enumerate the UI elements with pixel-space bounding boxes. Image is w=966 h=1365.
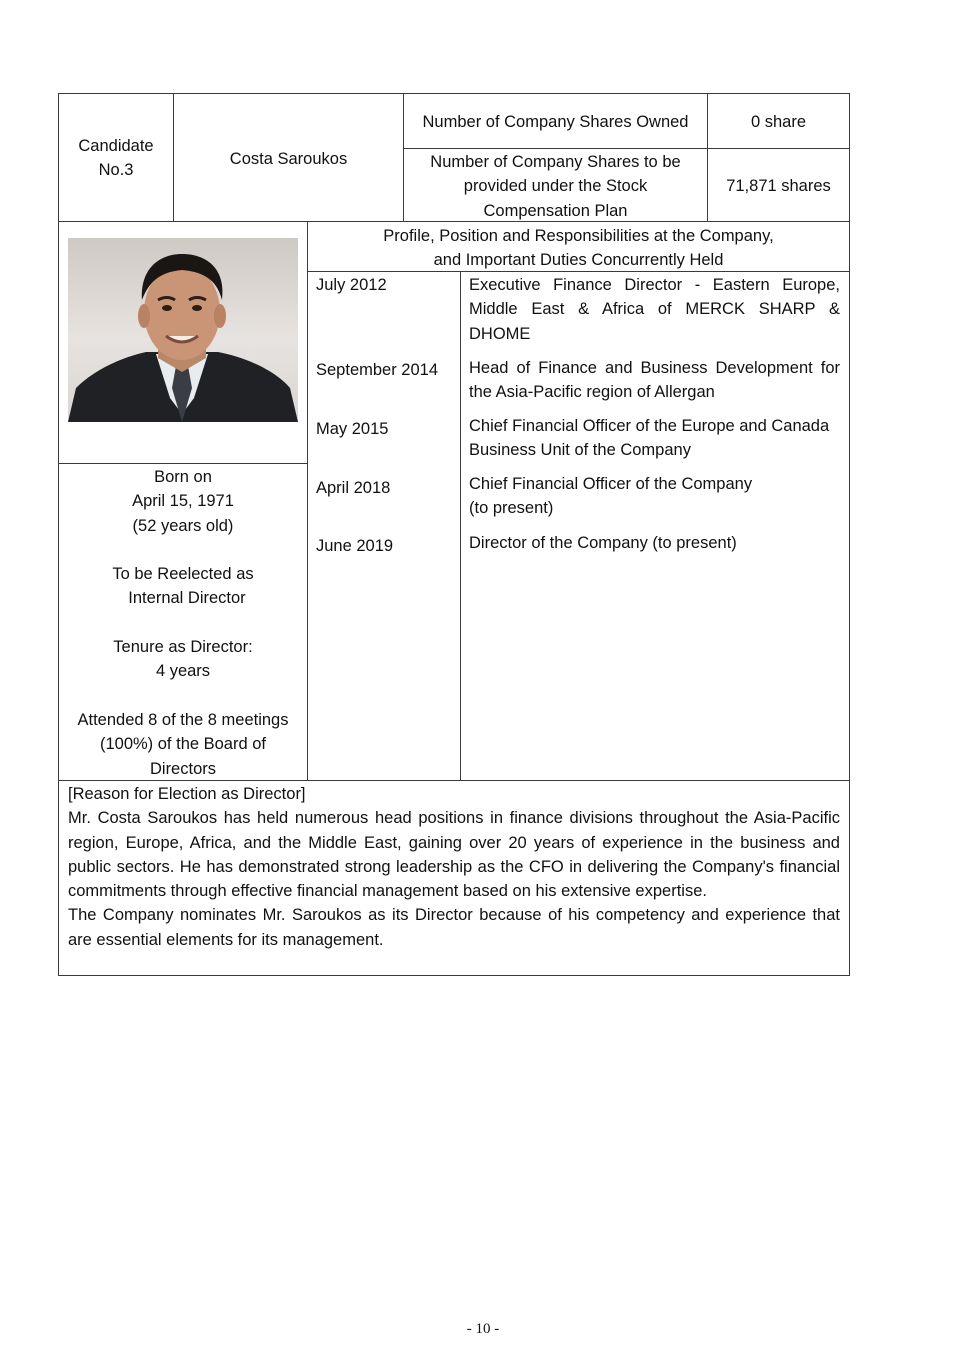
attended-line-3: Directors <box>149 759 216 778</box>
career-description-line: Business Unit of the Company <box>469 441 691 460</box>
bio-cell <box>59 465 307 781</box>
career-description-line: the Asia-Pacific region of Allergan <box>469 383 715 402</box>
candidate-number-cell <box>59 134 173 183</box>
reason-line: public sectors. He has demonstrated strong leadership as the CFO in delivering the Company's financial <box>68 857 840 876</box>
career-date: September 2014 <box>316 361 439 379</box>
candidate-name: Costa Saroukos <box>229 150 348 168</box>
career-description <box>469 356 840 405</box>
header-row-split <box>403 148 850 149</box>
tenure-line-1: Tenure as Director: <box>113 638 253 657</box>
candidate-photo <box>68 238 298 422</box>
reason-heading: [Reason for Election as Director] <box>68 785 306 803</box>
shares-owned-label: Number of Company Shares Owned <box>422 113 689 131</box>
shares-plan-label-line: provided under the Stock <box>463 177 648 196</box>
career-description <box>469 531 840 555</box>
reason-line: The Company nominates Mr. Saroukos as its Director because of his competency and experience that <box>68 906 840 925</box>
career-date: June 2019 <box>316 537 394 555</box>
career-date: April 2018 <box>316 479 391 497</box>
career-description-line: Director of the Company (to present) <box>469 534 737 552</box>
shares-owned-value: 0 share <box>750 113 807 131</box>
career-description-line: (to present) <box>469 499 554 518</box>
candidate-number: No.3 <box>98 161 134 180</box>
table-border-top <box>58 93 850 94</box>
career-description-line: Head of Finance and Business Development for <box>469 359 840 377</box>
profile-heading-line: and Important Duties Concurrently Held <box>433 251 724 270</box>
reason-line: region, Europe, Africa, and the Middle East, gaining over 20 years of experience in the business and <box>68 833 840 852</box>
photo-cell-bottom <box>58 463 308 464</box>
tenure-line-2: 4 years <box>155 662 211 681</box>
profile-heading-line: Profile, Position and Responsibilities at the Company, <box>383 227 774 245</box>
attended-line-2: (100%) of the Board of <box>99 735 266 754</box>
shares-plan-label-line: Compensation Plan <box>483 201 628 220</box>
shares-plan-value: 71,871 shares <box>726 177 831 195</box>
table-border-bottom <box>58 975 850 976</box>
reelect-line-2: Internal Director <box>128 589 246 608</box>
born-label: Born on <box>154 468 212 486</box>
attended-line-1: Attended 8 of the 8 meetings <box>77 710 289 729</box>
born-date: April 15, 1971 <box>132 492 234 511</box>
career-description-line: Executive Finance Director - Eastern Europe, <box>469 276 840 294</box>
profile-heading <box>308 224 849 273</box>
reelect-line-1: To be Reelected as <box>112 565 254 584</box>
age: (52 years old) <box>132 516 234 535</box>
shares-plan-label <box>404 150 707 223</box>
reason-section <box>68 782 840 952</box>
candidate-label: Candidate <box>78 137 154 155</box>
reason-line: Mr. Costa Saroukos has held numerous head positions in finance divisions throughout the Asia-Pacific <box>68 809 840 828</box>
page-number: - 10 - <box>466 1321 500 1337</box>
career-description <box>469 273 840 346</box>
career-description-line: Middle East & Africa of MERCK SHARP & <box>469 300 840 319</box>
career-description-line: Chief Financial Officer of the Europe and Canada <box>469 417 830 435</box>
shares-plan-label-line: Number of Company Shares to be <box>430 153 681 171</box>
portrait-illustration <box>68 238 298 422</box>
career-description <box>469 472 840 521</box>
career-date: May 2015 <box>316 420 389 438</box>
reason-line: commitments through effective financial management based on his extensive expertise. <box>68 882 707 901</box>
left-column-divider <box>307 221 308 781</box>
date-column-divider <box>460 271 461 781</box>
table-border-right <box>849 93 850 976</box>
career-description-line: DHOME <box>469 324 531 343</box>
career-description <box>469 414 840 463</box>
reason-line: are essential elements for its management. <box>68 930 384 949</box>
career-date: July 2012 <box>316 276 387 294</box>
career-description-line: Chief Financial Officer of the Company <box>469 475 753 493</box>
